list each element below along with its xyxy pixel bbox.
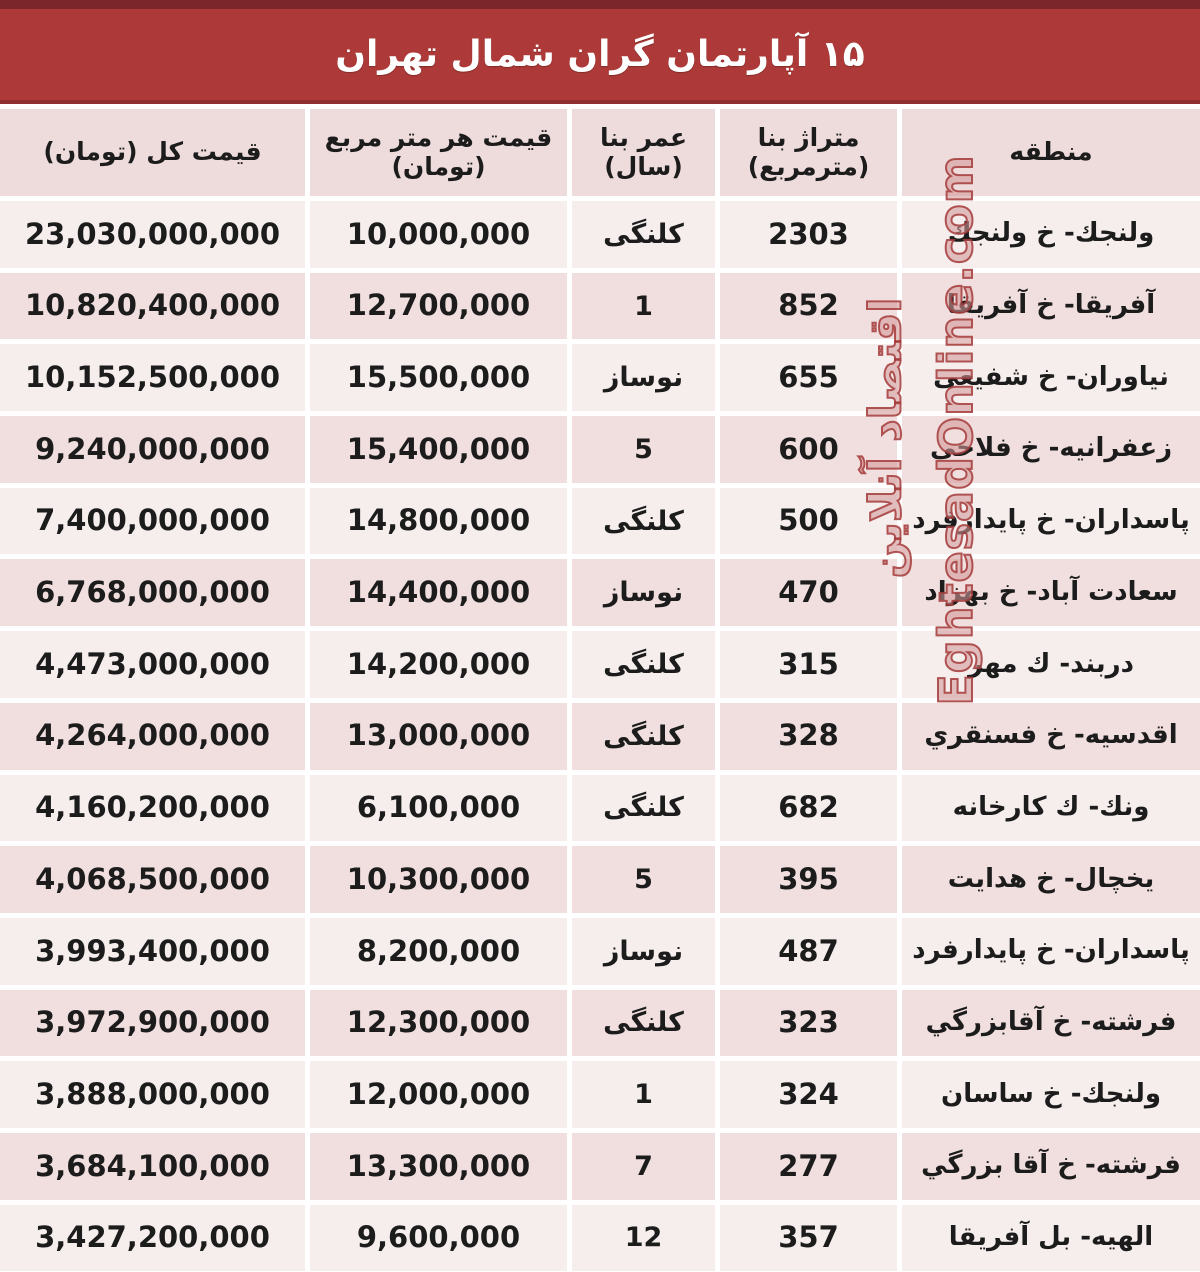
table-row [0,775,1200,842]
table-row [0,1133,1200,1200]
cell-age: 5 [572,846,715,913]
cell-total-price: 10,152,500,000 [0,344,305,411]
cell-area: 487 [720,918,897,985]
cell-region: فرشته- خ آقا بزرگي [902,1133,1200,1200]
table-row [0,631,1200,698]
header-total-price-label: قیمت کل (تومان) [43,137,262,167]
cell-total-price: 4,068,500,000 [0,846,305,913]
cell-total-price: 23,030,000,000 [0,201,305,268]
cell-price-per-m2: 10,000,000 [310,201,567,268]
cell-total-price: 3,972,900,000 [0,990,305,1057]
cell-region: ولنجك- خ ساسان [902,1061,1200,1128]
table-row [0,846,1200,913]
cell-total-price: 6,768,000,000 [0,559,305,626]
cell-age: نوساز [572,344,715,411]
header-area-sub: (مترمربع) [747,151,870,181]
cell-age: كلنگى [572,631,715,698]
cell-region: آفریقا- خ آفریقا [902,273,1200,340]
cell-area: 315 [720,631,897,698]
header-age-sub: (سال) [604,151,683,181]
cell-price-per-m2: 9,600,000 [310,1205,567,1272]
header-price-per-m2-label: قیمت هر متر مربع [324,122,553,152]
cell-age: 7 [572,1133,715,1200]
cell-total-price: 10,820,400,000 [0,273,305,340]
cell-total-price: 4,160,200,000 [0,775,305,842]
cell-total-price: 3,993,400,000 [0,918,305,985]
header-age-label: عمر بنا [599,122,688,152]
cell-region: دربند- ك مهر [902,631,1200,698]
cell-area: 323 [720,990,897,1057]
cell-area: 328 [720,703,897,770]
table-row [0,990,1200,1057]
cell-price-per-m2: 15,500,000 [310,344,567,411]
header-price-per-m2 [310,109,567,196]
cell-price-per-m2: 12,000,000 [310,1061,567,1128]
cell-area: 655 [720,344,897,411]
cell-price-per-m2: 14,800,000 [310,488,567,555]
cell-region: پاسداران- خ پایدارفرد [902,918,1200,985]
watermark-farsi: اقتصاد آنلاین [860,297,912,579]
table-row [0,918,1200,985]
header-price-per-m2-sub: (تومان) [391,151,486,181]
cell-price-per-m2: 8,200,000 [310,918,567,985]
cell-price-per-m2: 13,000,000 [310,703,567,770]
cell-price-per-m2: 10,300,000 [310,846,567,913]
cell-area: 852 [720,273,897,340]
header-area-label: متراژ بنا [757,122,860,152]
cell-age: كلنگى [572,703,715,770]
cell-total-price: 3,684,100,000 [0,1133,305,1200]
cell-area: 2303 [720,201,897,268]
cell-age: نوساز [572,559,715,626]
cell-area: 600 [720,416,897,483]
cell-total-price: 4,473,000,000 [0,631,305,698]
cell-age: كلنگى [572,488,715,555]
cell-total-price: 7,400,000,000 [0,488,305,555]
cell-age: 12 [572,1205,715,1272]
cell-total-price: 4,264,000,000 [0,703,305,770]
cell-region: ونك- ك كارخانه [902,775,1200,842]
cell-region: نیاوران- خ شفیعی [902,344,1200,411]
table-row [0,201,1200,268]
cell-region: پاسداران- خ پایدارفرد [902,488,1200,555]
cell-area: 395 [720,846,897,913]
cell-price-per-m2: 13,300,000 [310,1133,567,1200]
table-row [0,488,1200,555]
header-total-price [0,109,305,196]
header-region-label: منطقه [1009,137,1093,167]
cell-age: كلنگى [572,201,715,268]
cell-region: ولنجك- خ ولنجك [902,201,1200,268]
cell-area: 324 [720,1061,897,1128]
cell-age: 1 [572,1061,715,1128]
table-row [0,1061,1200,1128]
cell-region: سعادت آباد- خ بهزاد [902,559,1200,626]
cell-area: 357 [720,1205,897,1272]
table-row [0,344,1200,411]
cell-area: 682 [720,775,897,842]
cell-age: كلنگى [572,990,715,1057]
cell-price-per-m2: 12,300,000 [310,990,567,1057]
cell-region: زعفرانیه- خ فلاحی [902,416,1200,483]
cell-total-price: 3,888,000,000 [0,1061,305,1128]
cell-price-per-m2: 14,400,000 [310,559,567,626]
cell-price-per-m2: 12,700,000 [310,273,567,340]
page-title: ۱۵ آپارتمان گران شمال تهران [335,34,865,75]
cell-total-price: 3,427,200,000 [0,1205,305,1272]
table-row [0,273,1200,340]
table-header-row [0,109,1200,196]
cell-region: یخچال- خ هدایت [902,846,1200,913]
cell-price-per-m2: 15,400,000 [310,416,567,483]
table-row [0,416,1200,483]
cell-area: 277 [720,1133,897,1200]
cell-area: 470 [720,559,897,626]
cell-region: الهیه- بل آفریقا [902,1205,1200,1272]
cell-age: كلنگى [572,775,715,842]
cell-total-price: 9,240,000,000 [0,416,305,483]
title-bar [0,0,1200,104]
cell-age: 1 [572,273,715,340]
table-row [0,1205,1200,1272]
table-row [0,703,1200,770]
cell-age: 5 [572,416,715,483]
table-row [0,559,1200,626]
cell-price-per-m2: 6,100,000 [310,775,567,842]
cell-area: 500 [720,488,897,555]
cell-age: نوساز [572,918,715,985]
cell-region: فرشته- خ آقابزرگي [902,990,1200,1057]
header-area [720,109,897,196]
header-region [902,109,1200,196]
cell-region: اقدسیه- خ فسنقري [902,703,1200,770]
watermark-english: EghtesadOnline.com [929,154,983,706]
cell-price-per-m2: 14,200,000 [310,631,567,698]
header-age [572,109,715,196]
apartments-table [0,109,1200,1271]
